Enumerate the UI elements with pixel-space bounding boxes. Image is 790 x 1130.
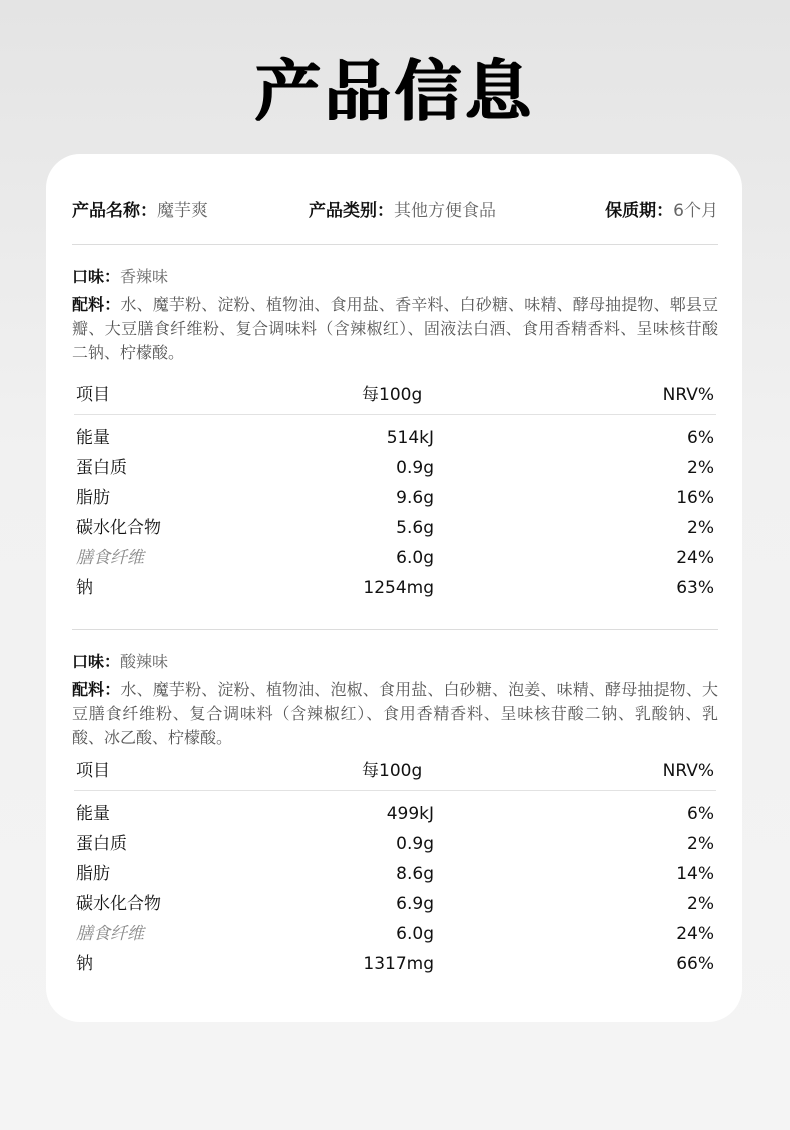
- flavor-value: 香辣味: [120, 267, 169, 286]
- divider: [72, 629, 718, 630]
- table-row: [74, 919, 716, 949]
- ingredients-label: 配料：: [72, 295, 121, 314]
- nutrient-nrv: 66%: [676, 954, 714, 974]
- divider: [72, 244, 718, 245]
- nutrient-per100g: 6.0g: [396, 924, 434, 944]
- nutrient-nrv: 63%: [676, 578, 714, 598]
- header-nrv: NRV%: [662, 385, 714, 405]
- page-title: 产品信息: [255, 53, 535, 130]
- shelf-life: [605, 198, 718, 224]
- nutrient-per100g: 9.6g: [396, 488, 434, 508]
- nutrient-nrv: 2%: [687, 458, 714, 478]
- nutrient-name: 钠: [76, 578, 93, 598]
- table-row: [74, 513, 716, 543]
- flavor-section-sour-spicy: [72, 650, 718, 750]
- nutrient-name: 能量: [76, 804, 110, 824]
- nutrient-name: 膳食纤维: [76, 548, 144, 568]
- table-row: [74, 573, 716, 603]
- nutrient-nrv: 2%: [687, 834, 714, 854]
- product-name: [72, 198, 208, 224]
- nutrient-name: 钠: [76, 954, 93, 974]
- table-row: [74, 889, 716, 919]
- nutrient-nrv: 24%: [676, 548, 714, 568]
- ingredients: [72, 293, 718, 365]
- product-name-label: 产品名称：: [72, 201, 157, 221]
- header-per100g: 每100g: [362, 761, 423, 781]
- flavor-line: [72, 265, 718, 289]
- nutrient-per100g: 0.9g: [396, 458, 434, 478]
- product-meta-row: [72, 198, 718, 224]
- header-item: 项目: [76, 761, 110, 781]
- flavor-label: 口味：: [72, 652, 121, 671]
- nutrient-name: 膳食纤维: [76, 924, 144, 944]
- nutrient-per100g: 0.9g: [396, 834, 434, 854]
- ingredients-text: 水、魔芋粉、淀粉、植物油、食用盐、香辛料、白砂糖、味精、酵母抽提物、郫县豆瓣、大豆膳食纤维粉、复合调味料（含辣椒红）、固液法白酒、食用香精香料、呈味核苷酸二钠、柠檬酸。: [72, 295, 718, 362]
- flavor-line: [72, 650, 718, 674]
- nutrient-nrv: 2%: [687, 518, 714, 538]
- table-row: [74, 949, 716, 979]
- header-item: 项目: [76, 385, 110, 405]
- table-row: [74, 799, 716, 829]
- nutrient-name: 能量: [76, 428, 110, 448]
- nutrient-name: 碳水化合物: [76, 894, 161, 914]
- flavor-section-spicy: [72, 265, 718, 365]
- header-per100g: 每100g: [362, 385, 423, 405]
- product-category-label: 产品类别：: [309, 201, 394, 221]
- nutrient-per100g: 5.6g: [396, 518, 434, 538]
- flavor-label: 口味：: [72, 267, 121, 286]
- nutrient-name: 脂肪: [76, 488, 110, 508]
- nutrient-nrv: 24%: [676, 924, 714, 944]
- shelf-life-label: 保质期：: [605, 201, 674, 221]
- product-name-value: 魔芋爽: [157, 201, 208, 221]
- ingredients: [72, 678, 718, 750]
- nutrient-name: 蛋白质: [76, 458, 127, 478]
- ingredients-label: 配料：: [72, 680, 121, 699]
- table-row: [74, 423, 716, 453]
- nutrition-header-row: [74, 754, 716, 791]
- nutrition-table-sour-spicy: [74, 754, 716, 979]
- nutrient-per100g: 514kJ: [386, 428, 434, 448]
- nutrition-table-spicy: [74, 378, 716, 603]
- table-row: [74, 543, 716, 573]
- nutrition-header-row: [74, 378, 716, 415]
- nutrient-name: 脂肪: [76, 864, 110, 884]
- table-row: [74, 483, 716, 513]
- nutrient-nrv: 16%: [676, 488, 714, 508]
- product-category-value: 其他方便食品: [394, 201, 496, 221]
- product-category: [309, 198, 496, 224]
- nutrient-nrv: 2%: [687, 894, 714, 914]
- nutrient-nrv: 14%: [676, 864, 714, 884]
- ingredients-text: 水、魔芋粉、淀粉、植物油、泡椒、食用盐、白砂糖、泡姜、味精、酵母抽提物、大豆膳食纤维粉、复合调味料（含辣椒红）、食用香精香料、呈味核苷酸二钠、乳酸钠、乳酸、冰乙酸、柠檬酸。: [72, 680, 718, 747]
- nutrient-per100g: 8.6g: [396, 864, 434, 884]
- nutrient-nrv: 6%: [687, 804, 714, 824]
- nutrient-per100g: 6.0g: [396, 548, 434, 568]
- flavor-value: 酸辣味: [120, 652, 169, 671]
- nutrient-nrv: 6%: [687, 428, 714, 448]
- nutrient-per100g: 1254mg: [363, 578, 434, 598]
- nutrient-name: 蛋白质: [76, 834, 127, 854]
- nutrient-per100g: 499kJ: [386, 804, 434, 824]
- nutrient-per100g: 6.9g: [396, 894, 434, 914]
- table-row: [74, 829, 716, 859]
- header-nrv: NRV%: [662, 761, 714, 781]
- shelf-life-value: 6个月: [673, 201, 718, 221]
- nutrient-name: 碳水化合物: [76, 518, 161, 538]
- table-row: [74, 453, 716, 483]
- table-row: [74, 859, 716, 889]
- nutrient-per100g: 1317mg: [363, 954, 434, 974]
